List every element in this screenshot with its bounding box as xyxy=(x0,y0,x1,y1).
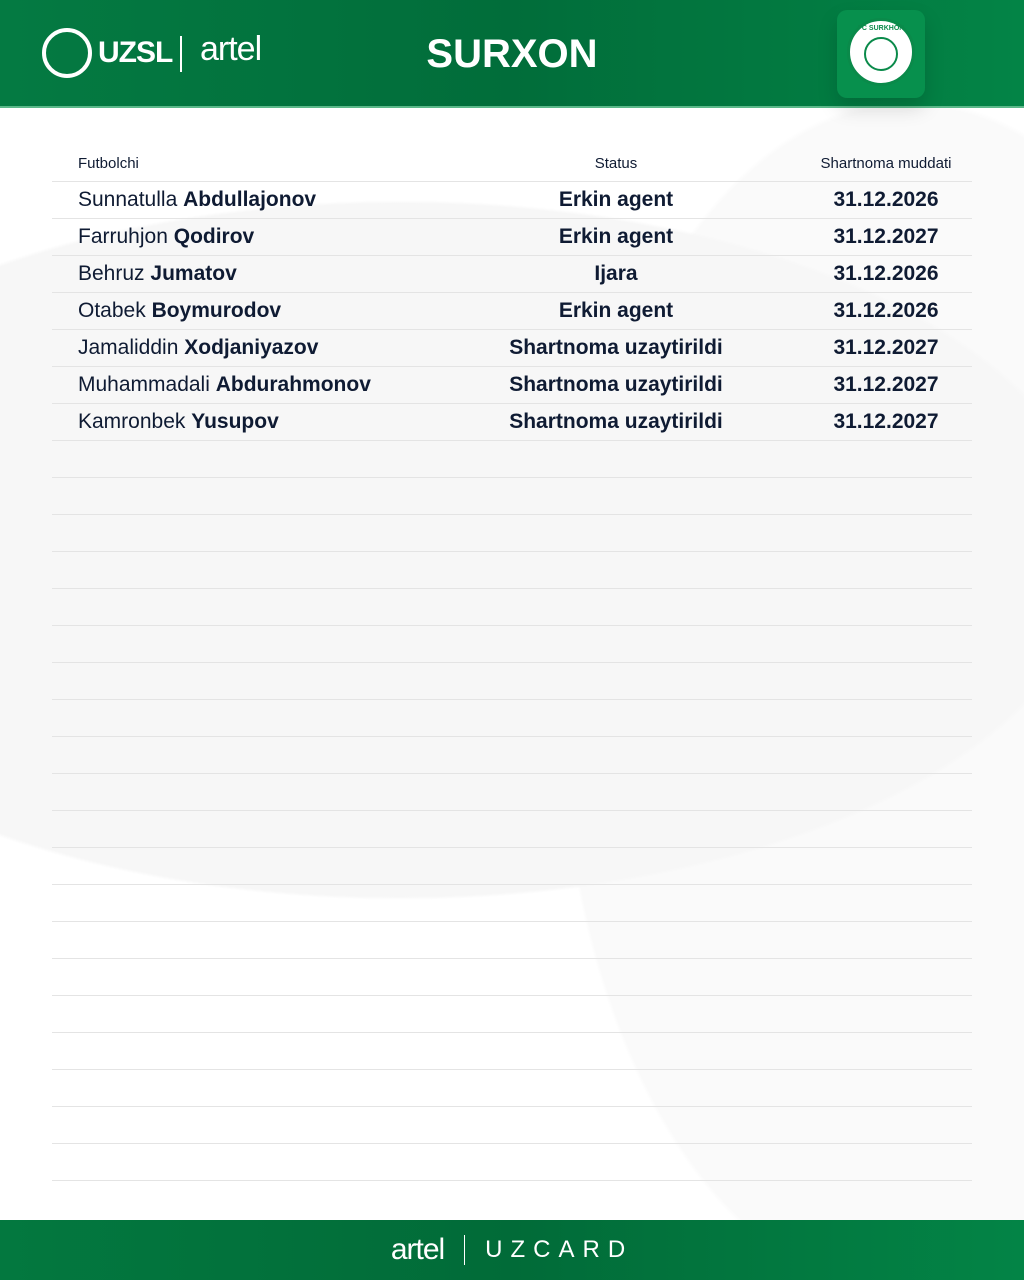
player-name: Otabek Boymurodov xyxy=(78,299,282,322)
empty-row xyxy=(52,589,972,626)
empty-row xyxy=(52,441,972,478)
status: Erkin agent xyxy=(558,225,674,248)
status: Ijara xyxy=(594,262,638,285)
empty-row xyxy=(52,1070,972,1107)
player-name: Behruz Jumatov xyxy=(78,262,237,285)
uzsl-logo: UZSL xyxy=(42,28,172,78)
status: Erkin agent xyxy=(558,299,674,322)
status: Shartnoma uzaytirildi xyxy=(509,410,723,433)
footer xyxy=(0,1220,1024,1280)
crest-icon xyxy=(847,18,915,86)
contract-date: 31.12.2027 xyxy=(833,225,939,248)
empty-row xyxy=(52,811,972,848)
empty-row xyxy=(52,848,972,885)
artel-logo: artel xyxy=(200,30,262,68)
club-crest xyxy=(837,10,925,98)
empty-row xyxy=(52,959,972,996)
player-name: Farruhjon Qodirov xyxy=(78,225,255,248)
status: Erkin agent xyxy=(558,188,674,211)
empty-row xyxy=(52,700,972,737)
table-row xyxy=(52,404,972,441)
uzcard-logo: UZCARD xyxy=(485,1236,634,1263)
table-row xyxy=(52,219,972,256)
status: Shartnoma uzaytirildi xyxy=(509,373,723,396)
player-name: Sunnatulla Abdullajonov xyxy=(78,188,317,211)
table-row xyxy=(52,330,972,367)
contract-date: 31.12.2026 xyxy=(833,188,939,211)
table-header: Futbolchi Status Shartnoma muddati xyxy=(52,145,972,182)
player-name: Kamronbek Yusupov xyxy=(78,410,279,433)
crest-emblem xyxy=(864,37,898,71)
contract-date: 31.12.2027 xyxy=(833,410,939,433)
page-title: SURXON xyxy=(426,32,598,76)
empty-row xyxy=(52,1144,972,1181)
divider xyxy=(464,1235,465,1265)
empty-row xyxy=(52,478,972,515)
table-row xyxy=(52,367,972,404)
status: Shartnoma uzaytirildi xyxy=(509,336,723,359)
contract-date: 31.12.2026 xyxy=(833,262,939,285)
crest-text: FC SURKHON xyxy=(857,25,905,32)
header xyxy=(0,0,1024,108)
player-name: Jamaliddin Xodjaniyazov xyxy=(78,336,319,359)
empty-row xyxy=(52,515,972,552)
empty-row xyxy=(52,922,972,959)
empty-row xyxy=(52,626,972,663)
contract-date: 31.12.2026 xyxy=(833,299,939,322)
empty-row xyxy=(52,885,972,922)
table-row xyxy=(52,256,972,293)
empty-row xyxy=(52,774,972,811)
table-row xyxy=(52,293,972,330)
empty-row xyxy=(52,663,972,700)
empty-row xyxy=(52,552,972,589)
contract-date: 31.12.2027 xyxy=(833,336,939,359)
contract-date: 31.12.2027 xyxy=(833,373,939,396)
empty-row xyxy=(52,737,972,774)
players-table xyxy=(52,145,972,1181)
empty-row xyxy=(52,1107,972,1144)
player-name: Muhammadali Abdurahmonov xyxy=(78,373,371,396)
empty-row xyxy=(52,996,972,1033)
artel-logo: artel xyxy=(390,1233,445,1266)
empty-row xyxy=(52,1033,972,1070)
table-row xyxy=(52,182,972,219)
